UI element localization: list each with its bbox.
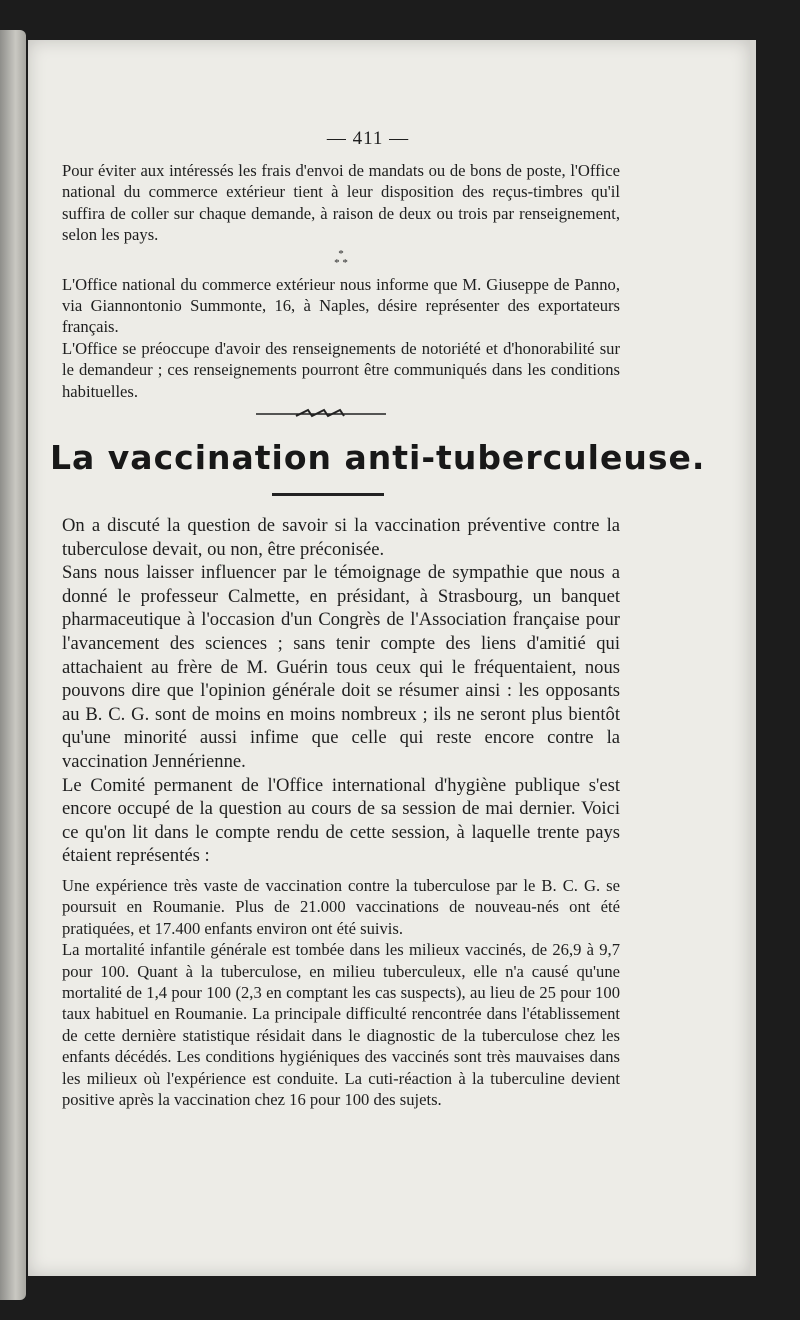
article-paragraph-2: Sans nous laisser influencer par le témoignage de sympathie que nous a donné le professeur Calmette, en présidant, à Strasbourg, un banquet pharmaceutique à l'occasion d'un Congrès de l'Association française pour l'avancement des sciences ; sans tenir compte des liens d'amitié qui attachaient au frère de M. Guérin tous ceux qui le fréquentaient, nous pouvons dire que l'opinion générale doit se résumer ainsi : les opposants au B. C. G. sont de moins en moins nombreux ; ils ne seront plus bientôt qu'une minorité aussi infime que celle qui reste encore contre la vaccination Jennérienne. (62, 562, 620, 772)
asterism-bottom: * * (334, 256, 348, 269)
asterism-top: * (338, 247, 344, 260)
asterism (62, 247, 620, 269)
notice-paragraph-3: L'Office se préoccupe d'avoir des renseignements de notoriété et d'honorabilité sur le demandeur ; ces renseignements pourront être communiqués dans les conditions habituelles. (62, 338, 620, 401)
notice-paragraph-2: L'Office national du commerce extérieur nous informe que M. Giuseppe de Panno, via Giannontonio Summonte, 16, à Naples, désire représenter des exportateurs français. (62, 274, 620, 337)
top-section (62, 160, 620, 402)
article-paragraph-1: On a discuté la question de savoir si la vaccination préventive contre la tuberculose devait, ou non, être préconisée. (62, 515, 620, 560)
notice-paragraph-1: Pour éviter aux intéressés les frais d'envoi de mandats ou de bons de poste, l'Office national du commerce extérieur tient à leur disposition des reçus-timbres qu'il suffira de coller sur chaque demande, à raison de deux ou trois par renseignement, selon les pays. (62, 161, 620, 245)
article-paragraph-3: Le Comité permanent de l'Office international d'hygiène publique s'est encore occupé de la question au cours de sa session de mai dernier. Voici ce qu'on lit dans le compte rendu de cette session, à laquelle trente pays étaient représentés : (62, 774, 620, 867)
ornament-divider (256, 406, 386, 420)
quote-paragraph-2: La mortalité infantile générale est tombée dans les milieux vaccinés, de 26,9 à 9,7 pour 100. Quant à la tuberculose, en milieu tuberculeux, elle n'a causé qu'une mortalité de 1,4 pour 100 (2,3 en comptant les cas suspects), au lieu de 25 pour 100 taux habituel en Roumanie. La principale difficulté rencontrée dans l'établissement de cette dernière statistique résidait dans le diagnostic de la tuberculose chez les enfants décédés. Les conditions hygiéniques des vaccinés sont très mauvaises dans les milieux où l'expérience est conduite. La cuti-réaction à la tuberculine devient positive après la vaccination chez 16 pour 100 des sujets. (62, 940, 620, 1109)
quote-paragraph-1: Une expérience très vaste de vaccination contre la tuberculose par le B. C. G. se poursuit en Roumanie. Plus de 21.000 vaccinations de nouveau-nés ont été pratiquées, et 17.400 enfants environ ont été suivis. (62, 875, 620, 938)
page-number: — 411 — (326, 128, 410, 149)
page-edge (750, 40, 756, 1276)
book-page (28, 40, 750, 1276)
adjacent-page-edge (0, 30, 26, 1300)
article-body (62, 514, 620, 1110)
article-title: La vaccination anti-tuberculeuse. (50, 438, 706, 477)
title-underline (272, 493, 384, 496)
